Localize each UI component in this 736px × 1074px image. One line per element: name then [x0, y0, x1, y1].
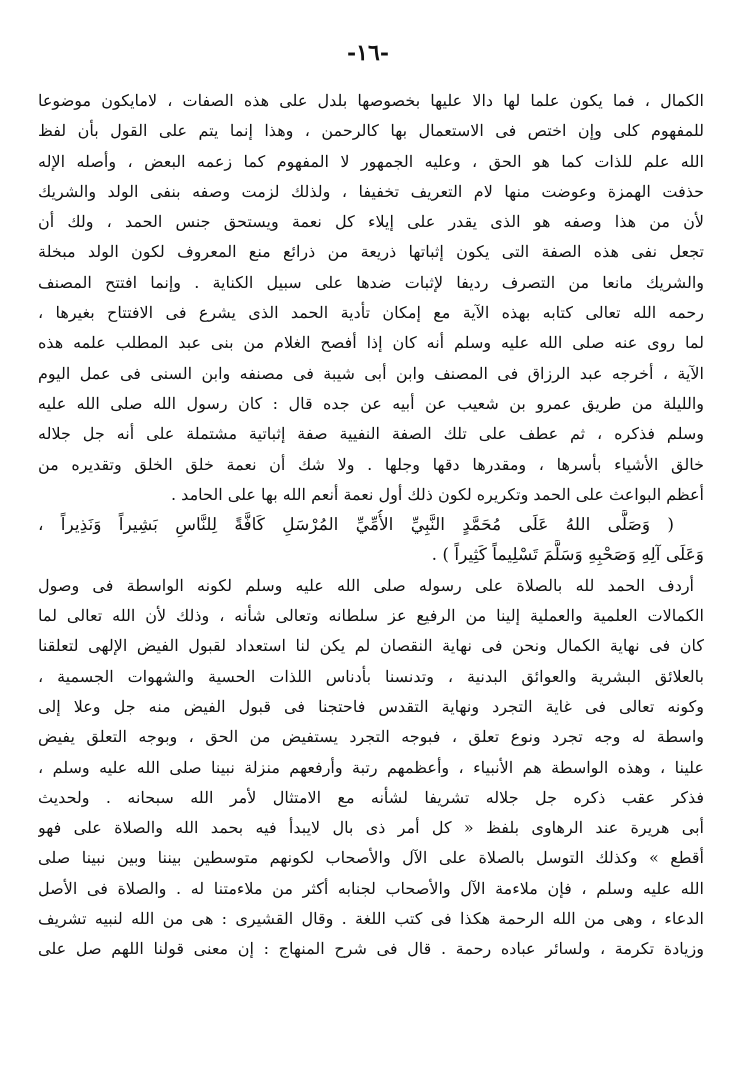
text-line: تجعل نفى هذه الصفة التى يكون إثباتها ذريعة من ذرائع منع المعروف لكون الولد مبخلة	[38, 242, 704, 262]
text-line: والشريك مانعا من التصرف رديفا لإثبات ضدها على سبيل الكناية . وإنما افتتح المصنف	[38, 272, 704, 292]
text-line: الدعاء ، وهى من الله الرحمة هكذا فى كتب اللغة . وقال القشيرى : هى من الله لنبيه تشريف	[38, 909, 704, 929]
text-line: أقطع » وكذلك التوسل بالصلاة على الآل والأصحاب لكونهم متوسطين بيننا وبين نبينا صلى	[38, 848, 704, 868]
text-line: الكمالات العلمية والعملية إلينا من الرفيع عز سلطانه وتعالى شأنه ، وذلك لأن الله تعالى لما	[38, 606, 704, 626]
body-text	[38, 86, 704, 965]
text-line: واسطة له وجه تجرد ونوع تعلق ، فبوجه التجرد يستفيض من الحق ، وبوجه التعلق يفيض	[38, 727, 704, 747]
text-line: رحمه الله تعالى كتابه بهذه الآية مع إمكان تأدية الحمد الذى يشرع فى الافتتاح بغيرها ،	[38, 303, 704, 323]
text-line: الله عليه وسلم ، فإن ملاءمة الآل والأصحاب لجنابه أكثر من ملاءمتنا له . والصلاة فى الأصل	[38, 878, 704, 898]
text-line: كان فى نهاية الكمال ونحن فى نهاية النقصان لم يكن لنا استعداد لقبول الفيض الإلهى لتعلقنا	[38, 636, 704, 656]
text-line: بالعلائق البشرية والعوائق البدنية ، وتدنسنا بأدناس اللذات الحسية والشهوات الجسمية ،	[38, 666, 704, 686]
text-line: الآية ، أخرجه عبد الرزاق فى المصنف وابن أبى شيبة فى مصنفه وابن السنى فى عمل اليوم	[38, 363, 704, 383]
text-line: لأن من هذا وصفه هو الذى يقدر على إيلاء كل نعمة ويستحق جنس الحمد ، ولك أن	[38, 212, 704, 232]
text-line: أعظم البواعث على الحمد وتكريره لكون ذلك أول نعمة أنعم الله بها على الحامد .	[171, 484, 704, 504]
text-line: والليلة من طريق عمرو بن شعيب عن أبيه عن جده قال : كان رسول الله صلى الله عليه	[38, 393, 704, 413]
text-line: وكونه تعالى فى غاية التجرد ونهاية التقدس فاحتجنا فى قبول الفيض منه جل وعلا إلى	[38, 696, 704, 716]
text-line: للمفهوم كلى وإن اختص فى الاستعمال بها كالرحمن ، وهذا إنما يتم على القول بأن لفظ	[38, 121, 704, 141]
text-line: أردف الحمد لله بالصلاة على رسوله صلى الله عليه وسلم لكونه الواسطة فى وصول	[38, 575, 694, 595]
text-line: ( وَصَلَّى اللهُ عَلَى مُحَمَّدٍ النَّبِيِّ الأُمِّيِّ المُرْسَلِ كَافَّةً لِلنَّاسِ بَشِيراً وَنَذِيراً ،	[38, 515, 674, 536]
text-line: حذفت الهمزة وعوضت منها لام التعريف تخفيفا ، ولذلك لزمت وصفه بنفى الولد والشريك	[38, 181, 704, 201]
text-line: وَعَلَى آلِهِ وَصَحْبِهِ وَسَلَّمَ تَسْلِيماً كَثِيراً ) .	[431, 545, 704, 566]
page-number: -١٦-	[347, 40, 389, 66]
text-line: الله علم للذات كما هو الحق ، وعليه الجمهور لا المفهوم كما زعمه البعض ، وأصله الإله	[38, 151, 704, 171]
text-line: الكمال ، فما يكون علما لها دالا عليها بخصوصها بلدل على هذه الصفات ، لامايكون موضوعا	[38, 91, 704, 110]
text-line: لما روى عنه صلى الله عليه وسلم أنه كان إذا أفصح الغلام من بنى عبد المطلب علمه هذه	[38, 333, 704, 353]
text-line: فذكر عقب ذكره جل جلاله تشريفا لشأنه مع الامتثال لأمر الله سبحانه . ولحديث	[38, 787, 704, 807]
text-line: وزيادة تكرمة ، ولسائر عباده رحمة . قال فى شرح المنهاج : إن معنى قولنا اللهم صل على	[38, 939, 704, 959]
text-line: علينا ، وهذه الواسطة هم الأنبياء ، وأعظمهم رتبة وأرفعهم منزلة نبينا صلى الله عليه وسلم ،	[38, 757, 704, 777]
text-line: وسلم فذكره ، ثم عطف على تلك الصفة النفيية صفة إثباتية مشتملة على أنه جل جلاله	[38, 424, 704, 444]
text-line: أبى هريرة عند الرهاوى بلفظ « كل أمر ذى بال لايبدأ فيه بحمد الله والصلاة على فهو	[38, 818, 704, 838]
text-line: خالق الأشياء بأسرها ، ومقدرها دقها وجلها . ولا شك أن نعمة خلق الخلق وتقديره من	[38, 454, 704, 474]
